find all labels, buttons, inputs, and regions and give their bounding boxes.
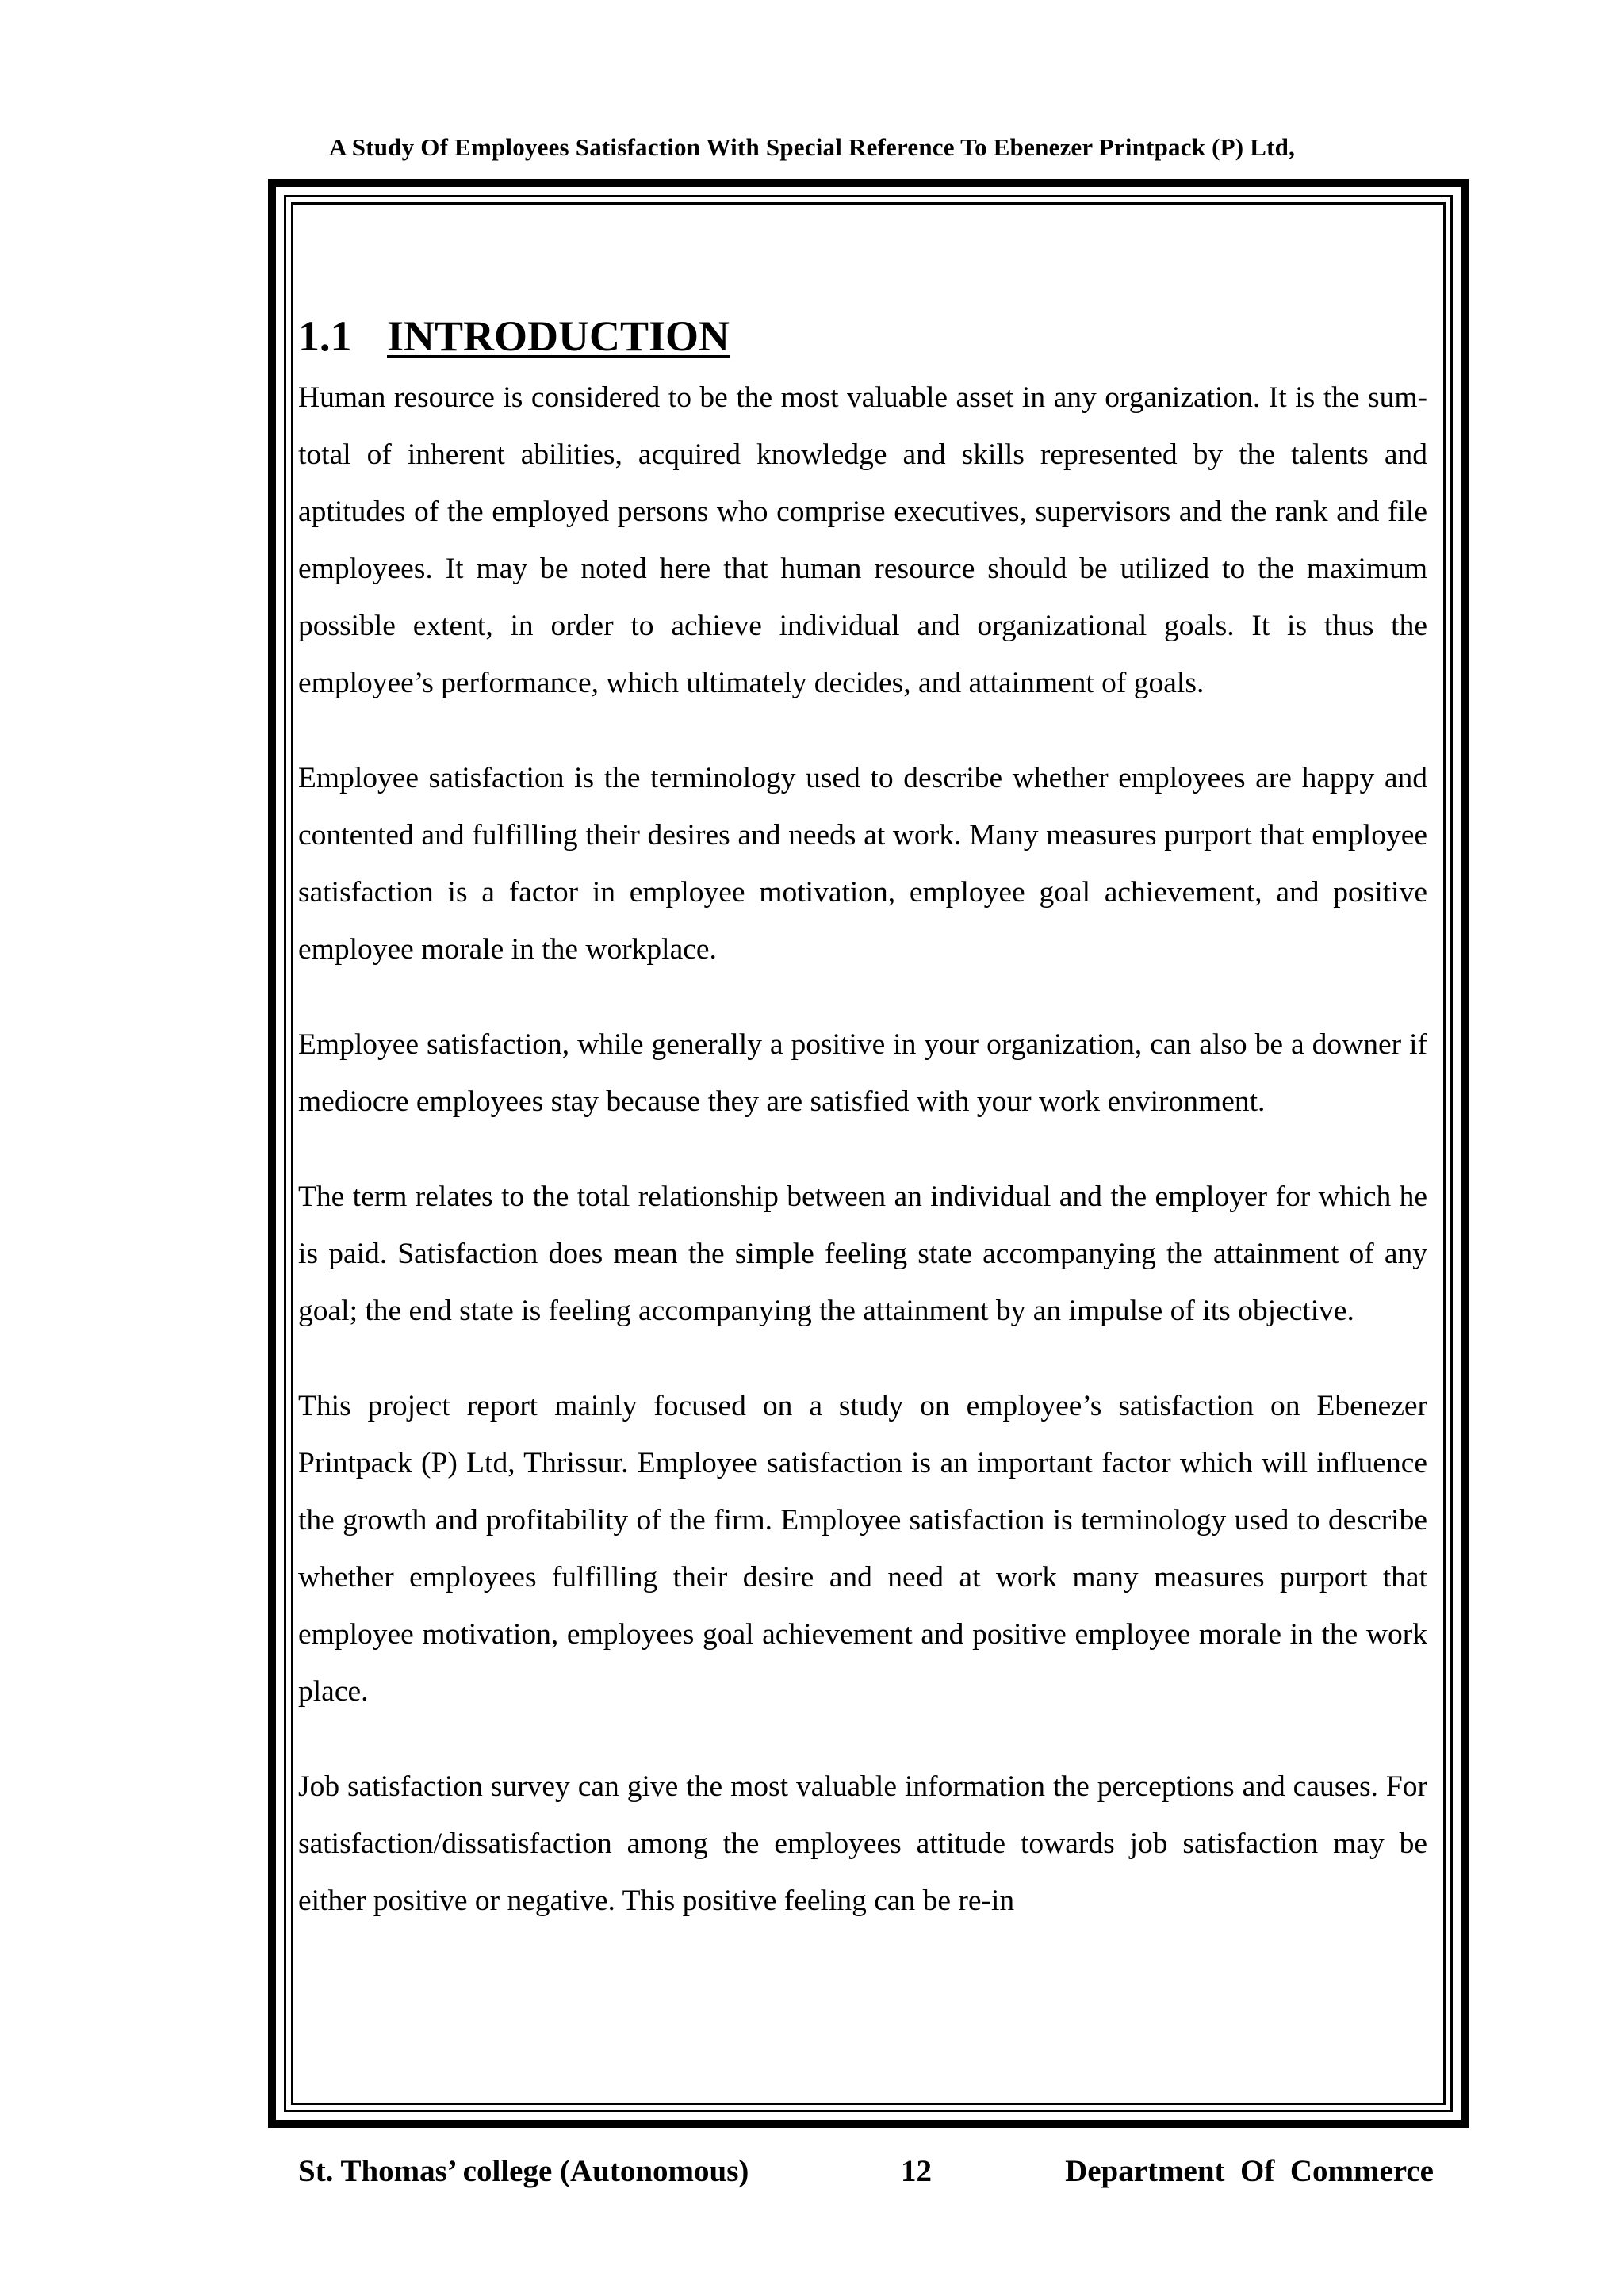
page-footer: [298, 2153, 1434, 2191]
footer-page-number: 12: [901, 2154, 932, 2188]
paragraph-4: The term relates to the total relationship between an individual and the employer for which he is paid. Satisfaction does mean the simple feeling state accompanying the attainment of any goal; the end state is feeling accompanying the attainment by an impulse of its objective.: [298, 1181, 1427, 1327]
section-number: 1.1: [298, 312, 352, 360]
paragraph-1: Human resource is considered to be the most valuable asset in any organization. It is the sum-total of inherent abilities, acquired knowledge and skills represented by the talents and aptitudes of the employed persons who comprise executives, supervisors and the rank and file employees. It may be noted here that human resource should be utilized to the maximum possible extent, in order to achieve individual and organizational goals. It is thus the employee’s performance, which ultimately decides, and attainment of goals.: [298, 381, 1427, 699]
section-title: INTRODUCTION: [387, 312, 730, 360]
running-header: A Study Of Employees Satisfaction With Special Reference To Ebenezer Printpack (P) Ltd,: [328, 133, 1296, 161]
paragraph-3: Employee satisfaction, while generally a positive in your organization, can also be a downer if mediocre employees stay because they are satisfied with your work environment.: [298, 1028, 1427, 1118]
section-heading: [298, 311, 1427, 362]
paragraph-6: Job satisfaction survey can give the most valuable information the perceptions and causes. For satisfaction/dissatisfaction among the employees attitude towards job satisfaction may be either positive or negative. This positive feeling can be re-in: [298, 1770, 1427, 1917]
footer-institution: St. Thomas’ college (Autonomous): [298, 2154, 749, 2188]
paragraph-5: This project report mainly focused on a study on employee’s satisfaction on Ebenezer Printpack (P) Ltd, Thrissur. Employee satisfaction is an important factor which will influence the growth and profitability of the firm. Employee satisfaction is terminology used to describe whether employees fulfilling their desire and need at work many measures purport that employee motivation, employees goal achievement and positive employee morale in the work place.: [298, 1390, 1427, 1708]
paragraph-2: Employee satisfaction is the terminology used to describe whether employees are happy and contented and fulfilling their desires and needs at work. Many measures purport that employee satisfaction is a factor in employee motivation, employee goal achievement, and positive employee morale in the workplace.: [298, 762, 1427, 966]
footer-department: Department Of Commerce: [1065, 2154, 1434, 2188]
page-content: [298, 311, 1427, 1930]
